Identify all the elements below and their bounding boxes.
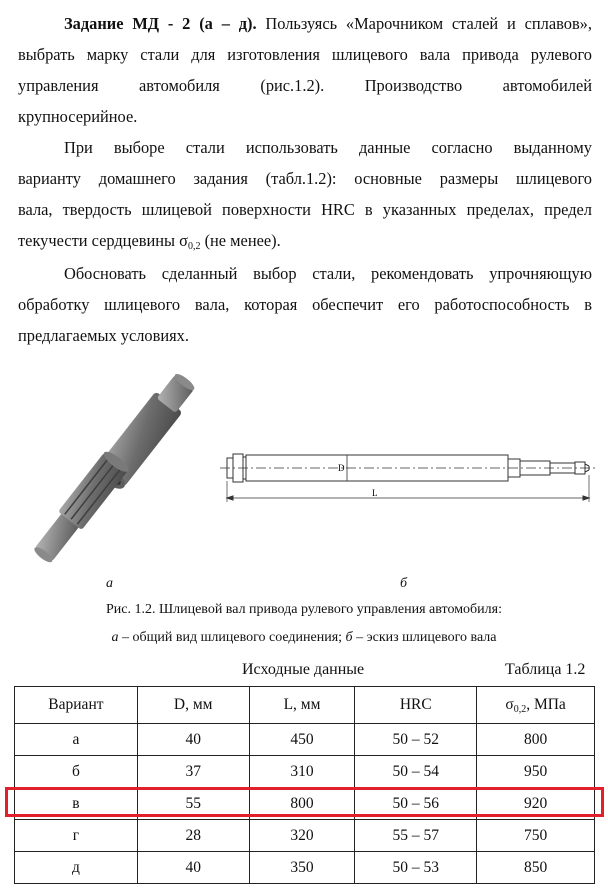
table-row-highlighted: в 55 800 50 – 56 920 bbox=[15, 788, 595, 820]
task-paragraph-1: Задание МД - 2 (а – д). Пользуясь «Марочником сталей и сплавов», выбрать марку стали для изготовления шлицевого вала привода рулевого управления автомобиля (рис.1.2). Производство автомобилей крупносерийное. bbox=[18, 14, 592, 126]
figure-b-label: б bbox=[400, 576, 408, 591]
figure-a-splined-shaft-3d bbox=[18, 372, 208, 567]
table-row: а 40 450 50 – 52 800 bbox=[15, 724, 595, 756]
sigma-symbol: σ bbox=[179, 231, 188, 250]
figure-a-label: а bbox=[106, 576, 113, 591]
table-header-row bbox=[15, 687, 595, 724]
header-sigma: $\sigma_{0,2}$, МПа bbox=[477, 687, 595, 724]
figure-caption-line-2: а – общий вид шлицевого соединения; б – эскиз шлицевого вала bbox=[111, 630, 497, 645]
table-row: г 28 320 55 – 57 750 bbox=[15, 820, 595, 852]
header-d: D, мм bbox=[137, 687, 249, 724]
task-paragraph-3: Обосновать сделанный выбор стали, рекомендовать упрочняющую обработку шлицевого вала, которая обеспечит его работоспособность в предлагаемых условиях. bbox=[18, 264, 592, 345]
figure-b-shaft-sketch bbox=[212, 440, 602, 508]
table-row: д 40 350 50 – 53 850 bbox=[15, 852, 595, 884]
figure-caption-line-1: Рис. 1.2. Шлицевой вал привода рулевого управления автомобиля: bbox=[106, 602, 502, 617]
dim-l-label: L bbox=[372, 488, 378, 498]
header-variant: Вариант bbox=[15, 687, 138, 724]
initial-data-table bbox=[14, 686, 595, 884]
task-paragraph-2: При выборе стали использовать данные согласно выданному варианту домашнего задания (табл.1.2): основные размеры шлицевого вала, твердость шлицевой поверхности HRC в указанных пределах, предел текучести сердцевины $\sigma_{0,2}$ (не менее). bbox=[18, 138, 592, 252]
header-l: L, мм bbox=[249, 687, 355, 724]
row-highlight-box bbox=[5, 787, 604, 817]
table-row: б 37 310 50 – 54 950 bbox=[15, 756, 595, 788]
task-title: Задание МД - 2 (а – д). bbox=[64, 14, 257, 33]
table-number: Таблица 1.2 bbox=[505, 661, 586, 678]
dim-d-label: D bbox=[338, 463, 345, 473]
header-hrc: HRC bbox=[355, 687, 477, 724]
table-title: Исходные данные bbox=[242, 661, 365, 678]
